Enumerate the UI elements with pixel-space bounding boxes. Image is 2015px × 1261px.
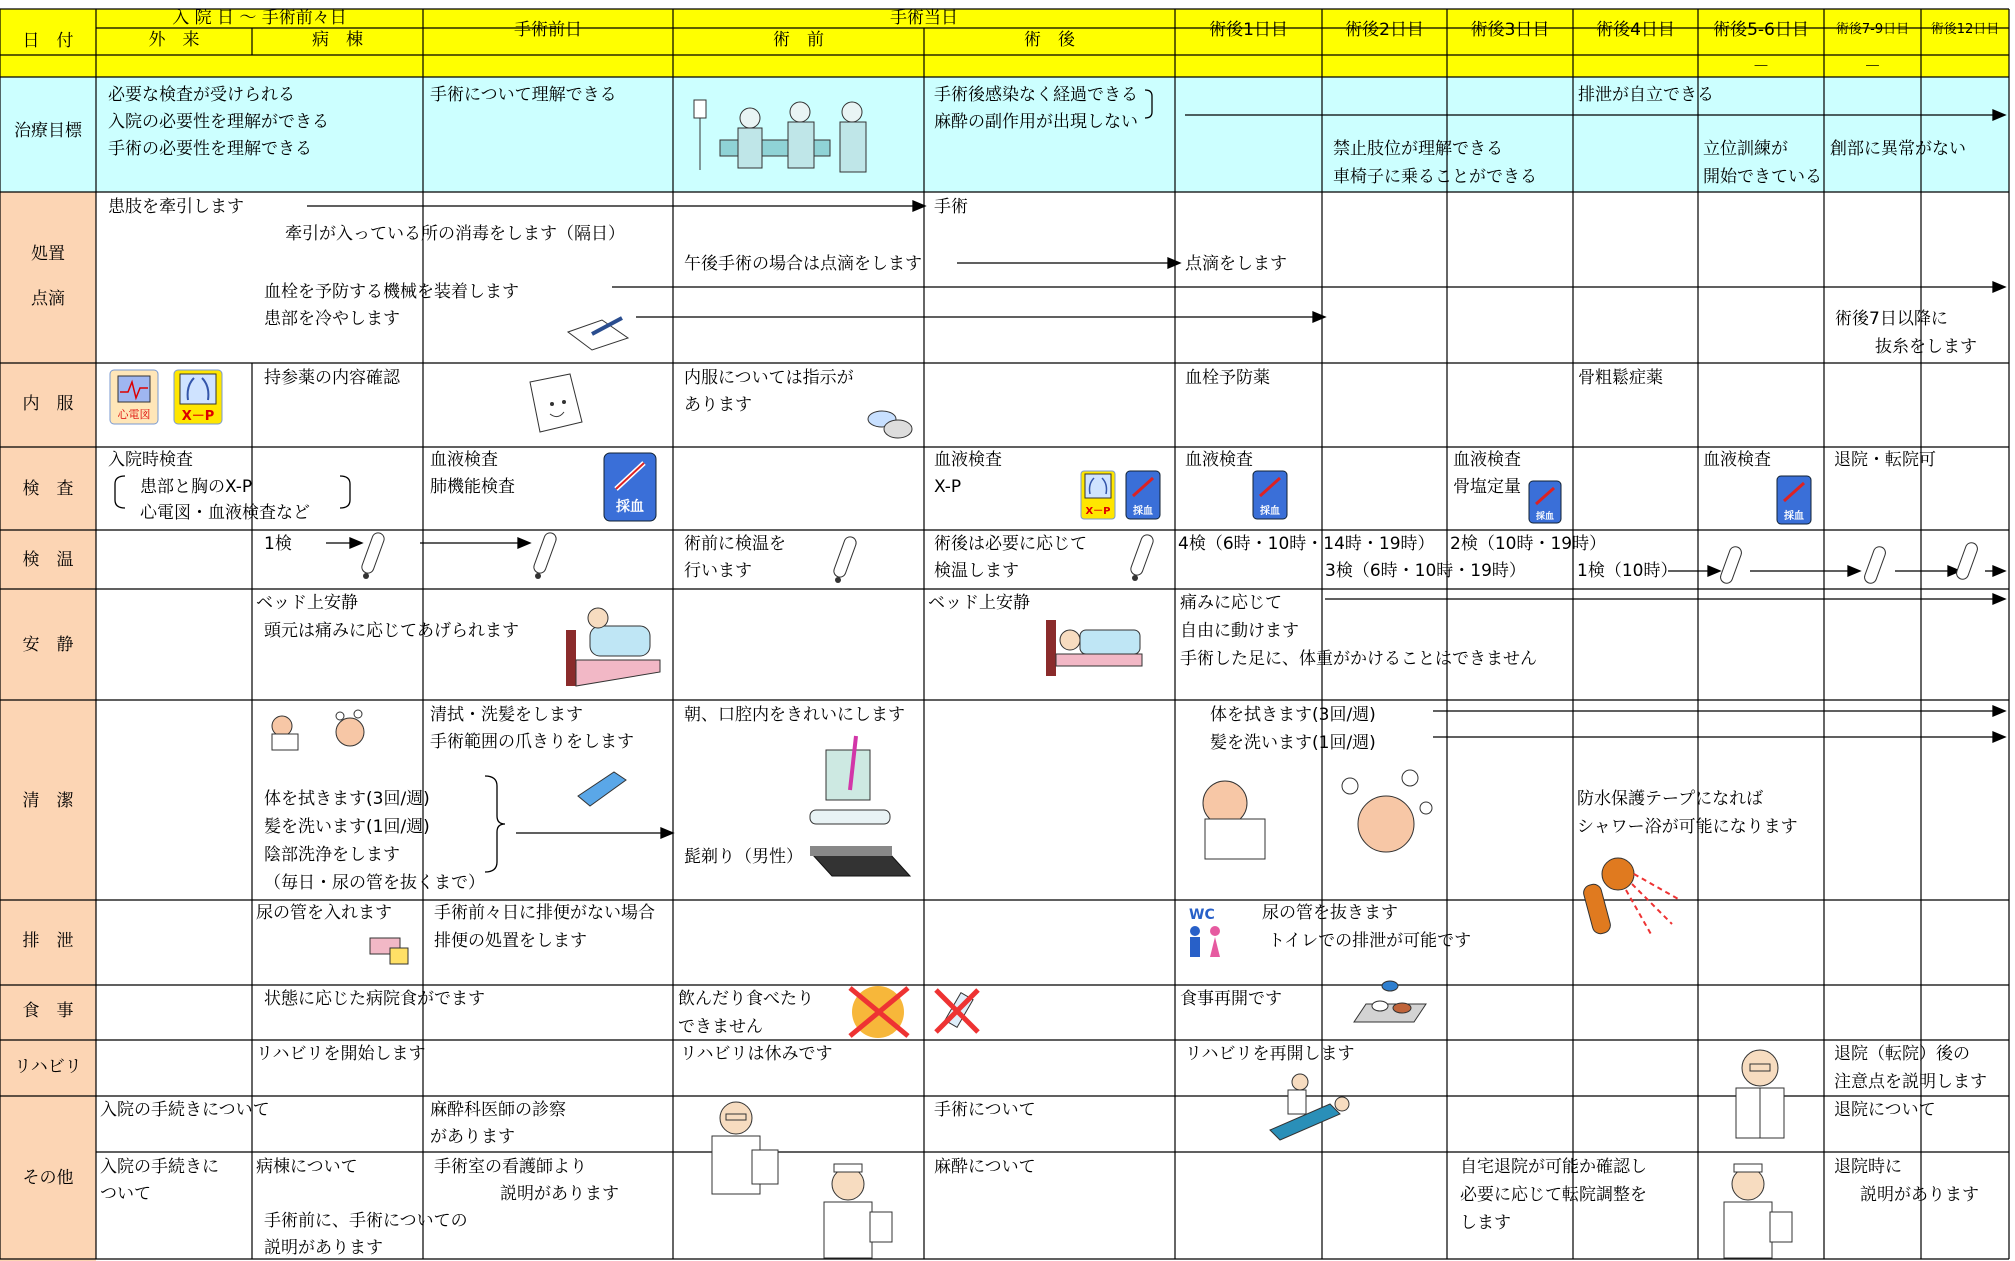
treatment-text: 手術 bbox=[934, 197, 968, 217]
no-eating-icon bbox=[838, 982, 918, 1040]
treatment-text: 点滴をします bbox=[1185, 254, 1287, 274]
temp-text: 検温します bbox=[934, 561, 1019, 581]
temp-text: 術前に検温を bbox=[684, 534, 786, 554]
blood-test-icon bbox=[1776, 475, 1812, 525]
medication-text: 骨粗鬆症薬 bbox=[1578, 368, 1663, 388]
exam-text: 血液検査 bbox=[1703, 450, 1771, 470]
row-label-other: その他 bbox=[22, 1168, 74, 1188]
bed-rest-icon bbox=[1040, 600, 1145, 680]
svg-text:採血: 採血 bbox=[1535, 512, 1555, 522]
medication-text: 内服については指示が bbox=[684, 368, 854, 388]
pod5-6-dash: － bbox=[1752, 57, 1770, 77]
rest-text: 頭元は痛みに応じてあげられます bbox=[264, 621, 519, 641]
exam-text: 入院時検査 bbox=[108, 450, 193, 470]
goal-text: 入院の必要性を理解ができる bbox=[108, 112, 329, 132]
goal-text: 手術後感染なく経過できる bbox=[934, 85, 1138, 105]
after-surgery-header: 術 後 bbox=[1024, 30, 1075, 50]
thermometer-icon bbox=[1125, 530, 1159, 586]
rehab-text: リハビリは休みです bbox=[680, 1044, 833, 1064]
xray-icon bbox=[1080, 470, 1116, 520]
hair-wash-icon bbox=[1330, 768, 1445, 873]
thermometer-icon bbox=[1950, 538, 1984, 588]
shower-icon bbox=[1582, 844, 1687, 944]
row-label-rest: 安 静 bbox=[22, 635, 74, 655]
exam-text: 退院・転院可 bbox=[1834, 450, 1936, 470]
wc-label: WC bbox=[1189, 907, 1215, 923]
hygiene-text: 防水保護テープになれば bbox=[1577, 789, 1764, 809]
treatment-text: 術後7日以降に bbox=[1835, 309, 1948, 329]
temp-text: 3検（6時・10時・19時） bbox=[1325, 561, 1526, 581]
hair-wash-icon bbox=[326, 708, 376, 752]
thermometer-icon bbox=[528, 528, 562, 584]
pod5-6-header: 術後5-6日目 bbox=[1713, 20, 1809, 40]
exam-text: 心電図・血液検査など bbox=[140, 503, 310, 523]
other-text: 病棟について bbox=[256, 1157, 358, 1177]
blood-test-icon bbox=[1528, 480, 1562, 524]
goal-text: 手術の必要性を理解できる bbox=[108, 139, 312, 159]
surgery-team-icon bbox=[680, 90, 900, 185]
goal-text: 開始できている bbox=[1703, 167, 1822, 187]
hygiene-text: 清拭・洗髪をします bbox=[430, 705, 583, 725]
rehab-text: リハビリを開始します bbox=[256, 1044, 426, 1064]
row-label-exam: 検 査 bbox=[22, 479, 74, 499]
urinary-catheter-icon bbox=[366, 928, 416, 968]
blood-test-icon bbox=[602, 451, 658, 523]
other-text: があります bbox=[430, 1127, 515, 1147]
goal-text: 手術について理解できる bbox=[430, 85, 617, 105]
pod7-9-header: 術後7-9日目 bbox=[1835, 22, 1910, 37]
pod4-header: 術後4日目 bbox=[1596, 20, 1675, 40]
nail-clipper-icon bbox=[574, 766, 632, 810]
treatment-text: 午後手術の場合は点滴をします bbox=[684, 254, 922, 274]
hygiene-text: 体を拭きます(3回/週) bbox=[1210, 705, 1376, 725]
ecg-label: 心電図 bbox=[117, 408, 151, 421]
temp-text: 4検（6時・10時・14時・19時） bbox=[1178, 534, 1435, 554]
rest-text: 痛みに応じて bbox=[1180, 593, 1282, 613]
rehabilitation-icon bbox=[1250, 1070, 1360, 1150]
row-label-medication: 内 服 bbox=[22, 394, 74, 414]
svg-text:採血: 採血 bbox=[1784, 511, 1804, 522]
hygiene-text: 陰部洗浄をします bbox=[264, 845, 400, 865]
temp-text: 1検 bbox=[264, 534, 292, 554]
label-column-background bbox=[0, 192, 96, 1261]
toothbrush-cup-icon bbox=[800, 730, 895, 830]
no-drinking-icon bbox=[930, 984, 986, 1038]
other-text: します bbox=[1460, 1213, 1511, 1233]
meal-text: 状態に応じた病院食がでます bbox=[264, 989, 485, 1009]
meal-text: できません bbox=[678, 1017, 763, 1037]
other-text: 退院について bbox=[1834, 1100, 1936, 1120]
rest-text: 手術した足に、体重がかけることはできません bbox=[1180, 649, 1537, 669]
outpatient-header: 外 来 bbox=[148, 30, 200, 50]
other-text: 入院の手続きについて bbox=[100, 1100, 270, 1120]
exam-text: 骨塩定量 bbox=[1453, 477, 1521, 497]
rehab-text: 注意点を説明します bbox=[1834, 1072, 1987, 1092]
nurse-icon bbox=[1700, 1156, 1796, 1260]
other-text: 退院時に bbox=[1834, 1157, 1902, 1177]
exam-text: X-P bbox=[934, 477, 962, 497]
rest-text: 自由に動けます bbox=[1180, 621, 1299, 641]
other-text: ついて bbox=[100, 1184, 151, 1204]
row-label-rehab: リハビリ bbox=[14, 1057, 82, 1077]
medication-text: 持参薬の内容確認 bbox=[264, 368, 400, 388]
svg-text:X－P: X－P bbox=[1085, 506, 1111, 517]
treatment-text: 血栓を予防する機械を装着します bbox=[264, 282, 519, 302]
meal-text: 食事再開です bbox=[1180, 989, 1282, 1009]
row-label-excretion: 排 泄 bbox=[22, 931, 74, 951]
medicine-notebook-icon bbox=[520, 372, 590, 440]
doctor-icon bbox=[700, 1096, 786, 1198]
doctor-icon bbox=[1720, 1042, 1800, 1142]
goal-text: 車椅子に乗ることができる bbox=[1333, 167, 1537, 187]
exam-text: 血液検査 bbox=[1453, 450, 1521, 470]
body-wipe-icon bbox=[262, 712, 312, 752]
goal-text: 創部に異常がない bbox=[1830, 139, 1966, 159]
meal-text: 飲んだり食べたり bbox=[678, 989, 814, 1009]
admission-period-header: 入 院 日 ～ 手術前々日 bbox=[172, 8, 347, 28]
other-text: 説明があります bbox=[264, 1238, 383, 1258]
exam-text: 血液検査 bbox=[934, 450, 1002, 470]
hygiene-text: 手術範囲の爪きりをします bbox=[430, 732, 634, 752]
xray-label: X－P bbox=[181, 409, 215, 424]
hygiene-text: シャワー浴が可能になります bbox=[1577, 817, 1798, 837]
pod12-header: 術後12日目 bbox=[1930, 22, 2000, 37]
medication-text: あります bbox=[684, 395, 752, 415]
other-text: 必要に応じて転院調整を bbox=[1460, 1185, 1647, 1205]
rest-text: ベッド上安静 bbox=[928, 593, 1030, 613]
hygiene-text: 髭剃り（男性） bbox=[684, 847, 803, 867]
rehab-text: リハビリを再開します bbox=[1185, 1044, 1355, 1064]
bed-rest-icon bbox=[560, 600, 665, 690]
thermometer-icon bbox=[1714, 542, 1748, 592]
goal-text: 排泄が自立できる bbox=[1578, 85, 1714, 105]
xray-icon bbox=[172, 368, 224, 426]
svg-text:採血: 採血 bbox=[1260, 506, 1280, 517]
excretion-text: トイレでの排泄が可能です bbox=[1268, 931, 1472, 951]
temp-text: 行います bbox=[684, 561, 752, 581]
pod2-header: 術後2日目 bbox=[1345, 20, 1424, 40]
pill-icon bbox=[860, 405, 920, 441]
meal-tray-icon bbox=[1350, 972, 1430, 1034]
blood-test-icon bbox=[1252, 470, 1288, 520]
goal-text: 立位訓練が bbox=[1703, 139, 1788, 159]
other-text: 手術前に、手術についての bbox=[264, 1211, 468, 1231]
row-label-treatment: 処置 bbox=[31, 244, 65, 264]
hygiene-text: 髪を洗います(1回/週) bbox=[1210, 733, 1376, 753]
exam-text: 血液検査 bbox=[430, 450, 498, 470]
ice-pack-icon bbox=[562, 312, 634, 352]
toilet-wc-icon bbox=[1185, 905, 1235, 975]
hygiene-text: 体を拭きます(3回/週) bbox=[264, 789, 430, 809]
row-label-meal: 食 事 bbox=[22, 1001, 74, 1021]
excretion-text: 尿の管を抜きます bbox=[1262, 903, 1398, 923]
temp-text: 2検（10時・19時） bbox=[1450, 534, 1607, 554]
excretion-text: 排便の処置をします bbox=[434, 931, 587, 951]
other-text: 説明があります bbox=[500, 1184, 619, 1204]
ecg-icon bbox=[108, 368, 160, 426]
other-text: 麻酔科医師の診察 bbox=[430, 1100, 566, 1120]
hygiene-text: 朝、口腔内をきれいにします bbox=[684, 705, 905, 725]
other-text: 自宅退院が可能か確認し bbox=[1460, 1157, 1647, 1177]
electric-shaver-icon bbox=[806, 836, 916, 894]
before-surgery-header: 術 前 bbox=[773, 30, 824, 50]
other-text: 麻酔について bbox=[934, 1157, 1036, 1177]
surgery-day-header: 手術当日 bbox=[890, 8, 958, 28]
row-label-goal: 治療目標 bbox=[14, 121, 82, 141]
svg-text:採血: 採血 bbox=[1133, 506, 1153, 517]
thermometer-icon bbox=[828, 532, 862, 588]
body-wipe-icon bbox=[1185, 775, 1285, 865]
nurse-icon bbox=[800, 1156, 896, 1260]
ward-header: 病 棟 bbox=[312, 30, 363, 50]
date-label: 日 付 bbox=[22, 31, 74, 51]
excretion-text: 尿の管を入れます bbox=[256, 903, 392, 923]
thermometer-icon bbox=[1858, 542, 1892, 592]
other-text: 説明があります bbox=[1860, 1185, 1979, 1205]
thermometer-icon bbox=[356, 528, 390, 584]
temp-text: 術後は必要に応じて bbox=[934, 534, 1087, 554]
pre-op-day-header: 手術前日 bbox=[514, 20, 582, 40]
treatment-text: 牽引が入っている所の消毒をします（隔日） bbox=[285, 224, 625, 244]
row-label-hygiene: 清 潔 bbox=[22, 791, 74, 811]
treatment-text: 抜糸をします bbox=[1875, 337, 1977, 357]
hygiene-text: （毎日・尿の管を抜くまで） bbox=[264, 873, 485, 893]
row-label-drip: 点滴 bbox=[31, 289, 65, 309]
treatment-text: 患部を冷やします bbox=[264, 309, 400, 329]
goal-text: 必要な検査が受けられる bbox=[108, 85, 295, 105]
exam-text: 患部と胸のX-P bbox=[140, 477, 253, 497]
medication-text: 血栓予防薬 bbox=[1185, 368, 1270, 388]
pod3-header: 術後3日目 bbox=[1470, 20, 1550, 40]
pod1-header: 術後1日目 bbox=[1209, 20, 1288, 40]
other-text: 入院の手続きに bbox=[100, 1157, 219, 1177]
other-text: 手術室の看護師より bbox=[434, 1157, 587, 1177]
pod7-9-dash: － bbox=[1864, 57, 1881, 77]
goal-text: 禁止肢位が理解できる bbox=[1333, 139, 1503, 159]
goal-text: 麻酔の副作用が出現しない bbox=[934, 112, 1138, 132]
temp-text: 1検（10時） bbox=[1577, 561, 1678, 581]
excretion-text: 手術前々日に排便がない場合 bbox=[434, 903, 655, 923]
other-text: 手術について bbox=[934, 1100, 1036, 1120]
blood-test-label: 採血 bbox=[616, 499, 644, 515]
hygiene-text: 髪を洗います(1回/週) bbox=[264, 817, 430, 837]
treatment-text: 患肢を牽引します bbox=[108, 197, 244, 217]
exam-text: 肺機能検査 bbox=[430, 477, 515, 497]
blood-test-icon bbox=[1125, 470, 1161, 520]
rehab-text: 退院（転院）後の bbox=[1834, 1044, 1970, 1064]
exam-text: 血液検査 bbox=[1185, 450, 1253, 470]
row-label-temp: 検 温 bbox=[22, 550, 74, 570]
rest-text: ベッド上安静 bbox=[256, 593, 358, 613]
